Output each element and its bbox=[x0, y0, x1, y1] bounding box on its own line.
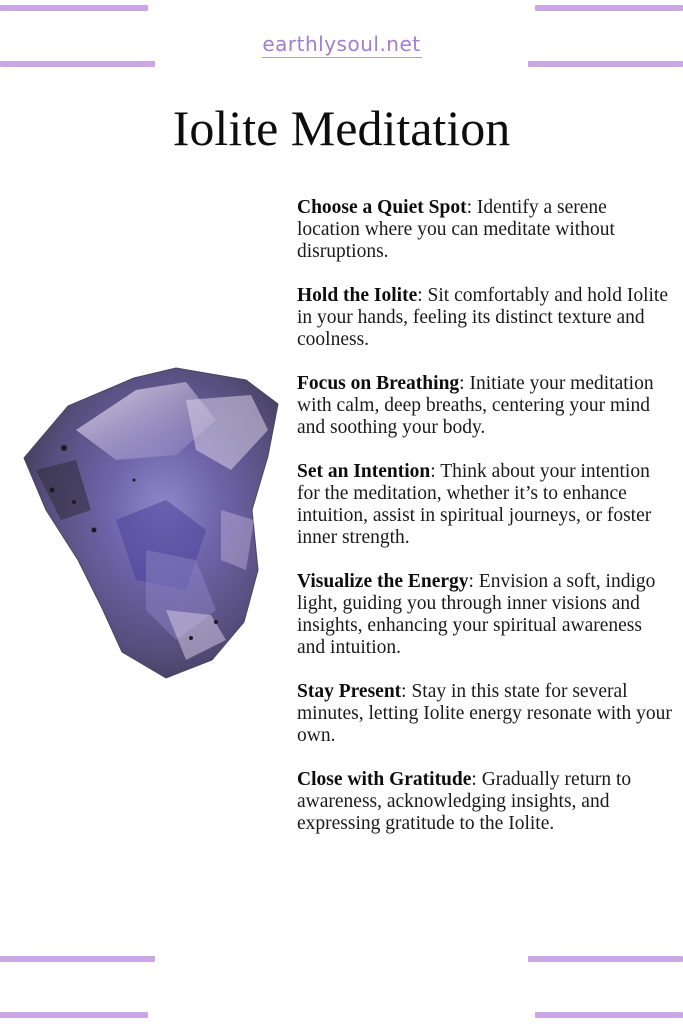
site-logo-underline bbox=[262, 57, 422, 58]
iolite-crystal-icon bbox=[16, 360, 288, 685]
step-heading: Stay Present bbox=[297, 681, 402, 702]
step-heading: Set an Intention bbox=[297, 461, 431, 482]
bottom-right-bar-2 bbox=[535, 1012, 683, 1018]
bottom-right-bar-1 bbox=[528, 956, 683, 962]
step-text: : Identify a serene location where you can meditate without disruptions. bbox=[297, 197, 615, 262]
step-heading: Visualize the Energy bbox=[297, 571, 469, 592]
site-logo[interactable] bbox=[0, 32, 683, 58]
bottom-left-bar-1 bbox=[0, 956, 155, 962]
step-item bbox=[297, 373, 673, 439]
step-text: : Gradually return to awareness, acknowledging insights, and expressing gratitude to the Iolite. bbox=[297, 769, 632, 834]
meditation-steps bbox=[297, 197, 673, 857]
page-title: Iolite Meditation bbox=[172, 100, 511, 156]
step-item bbox=[297, 769, 673, 835]
step-heading: Choose a Quiet Spot bbox=[297, 197, 467, 218]
step-text: : Sit comfortably and hold Iolite in your hands, feeling its distinct texture and coolness. bbox=[297, 285, 668, 350]
top-right-bar-1 bbox=[535, 5, 683, 11]
step-item bbox=[297, 285, 673, 351]
top-left-bar-2 bbox=[0, 61, 155, 67]
step-text: : Envision a soft, indigo light, guiding you through inner visions and insights, enhancing your spiritual awareness and intuition. bbox=[297, 571, 656, 658]
step-item bbox=[297, 461, 673, 549]
bottom-left-bar-2 bbox=[0, 1012, 148, 1018]
step-item bbox=[297, 197, 673, 263]
step-text: : Initiate your meditation with calm, deep breaths, centering your mind and soothing your body. bbox=[297, 373, 654, 438]
step-text: : Stay in this state for several minutes, letting Iolite energy resonate with your own. bbox=[297, 681, 672, 746]
step-text: : Think about your intention for the meditation, whether it’s to enhance intuition, assist in spiritual journeys, or foster inner strength. bbox=[297, 461, 652, 548]
site-logo-text: earthlysoul.net bbox=[262, 32, 421, 56]
step-item bbox=[297, 681, 673, 747]
top-right-bar-2 bbox=[528, 61, 683, 67]
step-heading: Focus on Breathing bbox=[297, 373, 460, 394]
step-item bbox=[297, 571, 673, 659]
top-left-bar-1 bbox=[0, 5, 148, 11]
step-heading: Close with Gratitude bbox=[297, 769, 472, 790]
step-heading: Hold the Iolite bbox=[297, 285, 418, 306]
